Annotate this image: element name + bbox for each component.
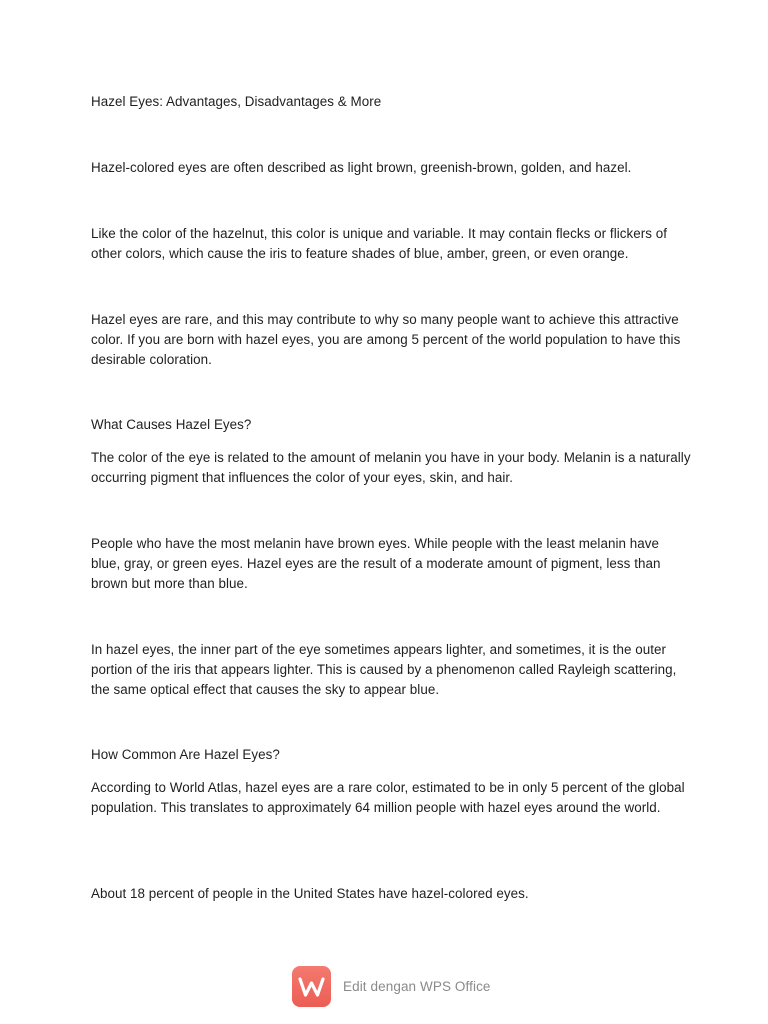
wps-office-edit-link[interactable]: Edit dengan WPS Office: [343, 979, 491, 994]
paragraph-causes-1: The color of the eye is related to the amount of melanin you have in your body. Melanin is a naturally occurring pigment that influences the color of your eyes, skin, and hair.: [91, 450, 691, 485]
wps-office-logo-icon[interactable]: [292, 966, 331, 1007]
section-heading-causes: What Causes Hazel Eyes?: [91, 417, 252, 432]
paragraph-intro-3: Hazel eyes are rare, and this may contribute to why so many people want to achieve this attractive color. If you are born with hazel eyes, you are among 5 percent of the world population to have this desirable coloration.: [91, 312, 681, 367]
paragraph-common-1: According to World Atlas, hazel eyes are a rare color, estimated to be in only 5 percent of the global population. This translates to approximately 64 million people with hazel eyes around the world.: [91, 780, 685, 815]
wps-office-footer[interactable]: [292, 966, 491, 1007]
section-heading-common: How Common Are Hazel Eyes?: [91, 747, 280, 762]
document-title: Hazel Eyes: Advantages, Disadvantages & More: [91, 94, 382, 109]
paragraph-intro-1: Hazel-colored eyes are often described as light brown, greenish-brown, golden, and hazel.: [91, 160, 632, 175]
paragraph-causes-3: In hazel eyes, the inner part of the eye sometimes appears lighter, and sometimes, it is the outer portion of the iris that appears lighter. This is caused by a phenomenon called Rayleigh scattering, the same optical effect that causes the sky to appear blue.: [91, 642, 677, 697]
paragraph-intro-2: Like the color of the hazelnut, this color is unique and variable. It may contain flecks or flickers of other colors, which cause the iris to feature shades of blue, amber, green, or even orange.: [91, 226, 668, 261]
paragraph-causes-2: People who have the most melanin have brown eyes. While people with the least melanin have blue, gray, or green eyes. Hazel eyes are the result of a moderate amount of pigment, less than brown but more than blue.: [91, 536, 661, 591]
paragraph-common-2: About 18 percent of people in the United States have hazel-colored eyes.: [91, 886, 529, 901]
